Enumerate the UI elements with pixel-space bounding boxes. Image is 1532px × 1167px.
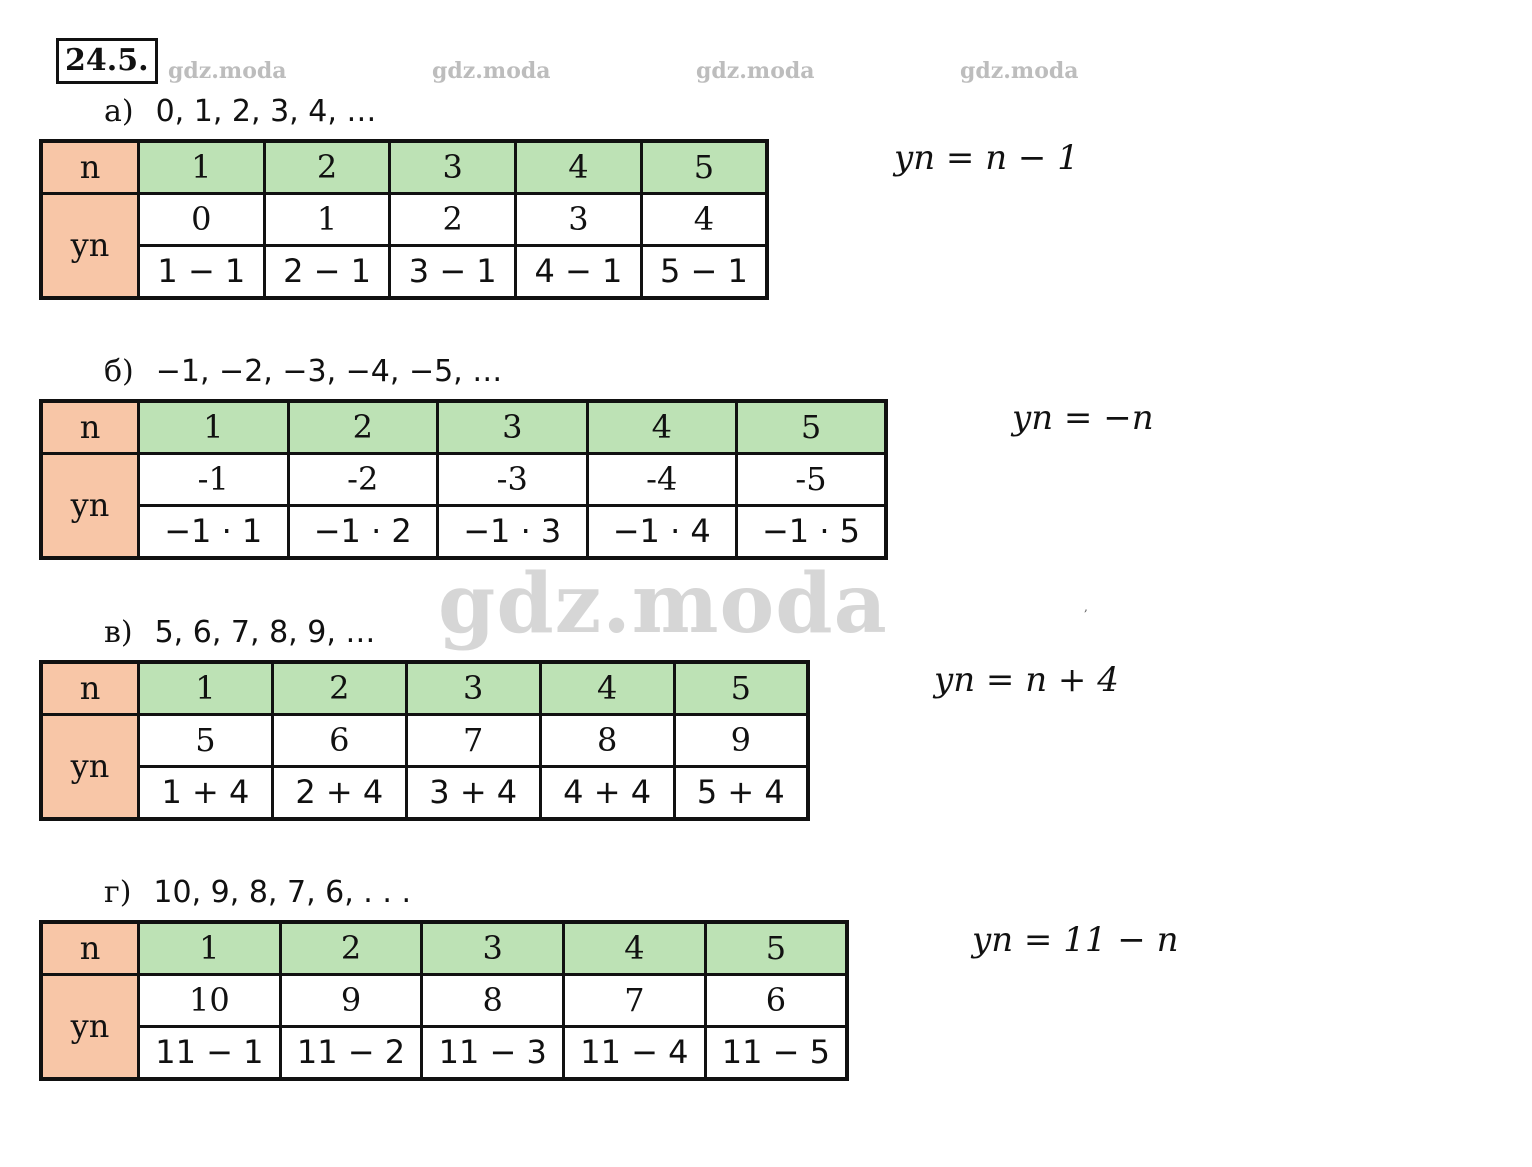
y-expression: −1 · 2 (288, 506, 438, 559)
sequence-table (39, 920, 849, 1081)
y-expression: −1 · 1 (139, 506, 289, 559)
n-value: 2 (288, 401, 438, 454)
y-header: yn (41, 715, 139, 820)
n-value: 3 (422, 922, 564, 975)
part-letter: б) (104, 354, 134, 389)
y-value: 9 (280, 975, 422, 1027)
part-letter: а) (104, 94, 134, 129)
part-label (104, 94, 376, 130)
n-header: n (41, 401, 139, 454)
watermark-small: gdz.moda (168, 58, 287, 84)
n-value: 4 (564, 922, 706, 975)
y-expression: 4 + 4 (540, 767, 674, 820)
y-expression: 11 − 5 (705, 1027, 847, 1080)
y-expression: −1 · 5 (737, 506, 887, 559)
formula: yn = 11 − n (972, 920, 1179, 960)
y-value: 8 (540, 715, 674, 767)
y-value: 1 (264, 194, 390, 246)
n-header: n (41, 662, 139, 715)
sequence-table (39, 139, 769, 300)
formula: yn = n − 1 (894, 138, 1079, 178)
n-value: 3 (406, 662, 540, 715)
y-expression: 5 + 4 (674, 767, 808, 820)
watermark-small: gdz.moda (960, 58, 1079, 84)
y-value: -1 (139, 454, 289, 506)
sequence-text: 0, 1, 2, 3, 4, … (155, 94, 377, 129)
y-value: 0 (139, 194, 265, 246)
n-value: 2 (272, 662, 406, 715)
y-expression: −1 · 4 (587, 506, 737, 559)
y-expression: 11 − 4 (564, 1027, 706, 1080)
n-value: 4 (587, 401, 737, 454)
y-value: 9 (674, 715, 808, 767)
y-value: 4 (641, 194, 767, 246)
watermark-large: gdz.moda (438, 556, 888, 652)
n-value: 3 (438, 401, 588, 454)
sequence-text: −1, −2, −3, −4, −5, … (155, 354, 503, 389)
sequence-table (39, 660, 810, 821)
n-value: 1 (139, 401, 289, 454)
y-expression: 4 − 1 (516, 246, 642, 299)
n-value: 1 (139, 141, 265, 194)
formula: yn = −n (1012, 398, 1154, 438)
part-letter: г) (104, 875, 132, 910)
n-value: 5 (737, 401, 887, 454)
n-value: 5 (674, 662, 808, 715)
y-value: -4 (587, 454, 737, 506)
part-label (104, 615, 375, 651)
y-value: -3 (438, 454, 588, 506)
y-expression: 1 − 1 (139, 246, 265, 299)
stray-mark: , (1084, 600, 1088, 614)
n-value: 3 (390, 141, 516, 194)
y-value: -2 (288, 454, 438, 506)
n-value: 4 (516, 141, 642, 194)
y-expression: 11 − 3 (422, 1027, 564, 1080)
n-value: 5 (641, 141, 767, 194)
sequence-text: 10, 9, 8, 7, 6, . . . (153, 875, 411, 910)
n-value: 4 (540, 662, 674, 715)
y-value: 10 (139, 975, 281, 1027)
y-value: 6 (705, 975, 847, 1027)
y-value: 3 (516, 194, 642, 246)
problem-number: 24.5. (56, 38, 158, 84)
sequence-text: 5, 6, 7, 8, 9, … (154, 615, 376, 650)
y-value: 6 (272, 715, 406, 767)
n-value: 5 (705, 922, 847, 975)
part-label (104, 354, 502, 390)
y-header: yn (41, 975, 139, 1080)
watermark-small: gdz.moda (432, 58, 551, 84)
y-expression: 2 − 1 (264, 246, 390, 299)
y-value: 7 (406, 715, 540, 767)
y-value: 2 (390, 194, 516, 246)
part-label (104, 875, 411, 911)
y-expression: 3 − 1 (390, 246, 516, 299)
n-value: 2 (280, 922, 422, 975)
n-value: 2 (264, 141, 390, 194)
formula: yn = n + 4 (934, 660, 1119, 700)
n-value: 1 (139, 922, 281, 975)
y-expression: −1 · 3 (438, 506, 588, 559)
n-header: n (41, 141, 139, 194)
y-header: yn (41, 194, 139, 299)
y-expression: 2 + 4 (272, 767, 406, 820)
watermark-small: gdz.moda (696, 58, 815, 84)
n-header: n (41, 922, 139, 975)
y-expression: 5 − 1 (641, 246, 767, 299)
y-expression: 11 − 1 (139, 1027, 281, 1080)
n-value: 1 (139, 662, 273, 715)
y-expression: 11 − 2 (280, 1027, 422, 1080)
y-value: -5 (737, 454, 887, 506)
y-expression: 1 + 4 (139, 767, 273, 820)
y-expression: 3 + 4 (406, 767, 540, 820)
y-value: 5 (139, 715, 273, 767)
y-value: 7 (564, 975, 706, 1027)
sequence-table (39, 399, 888, 560)
part-letter: в) (104, 615, 133, 650)
y-header: yn (41, 454, 139, 559)
y-value: 8 (422, 975, 564, 1027)
